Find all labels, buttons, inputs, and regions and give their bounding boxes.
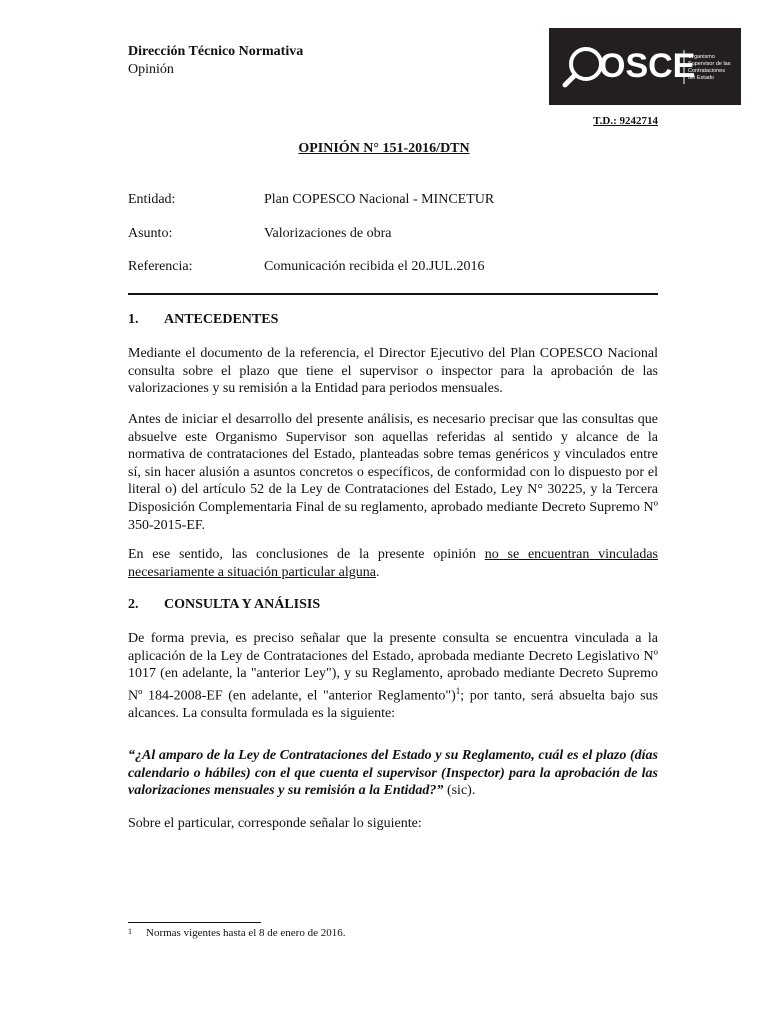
section-title: CONSULTA Y ANÁLISIS: [164, 597, 321, 612]
magnifier-icon: [565, 49, 601, 85]
underlined-text: no se encuentran vinculadas necesariamente a situación particular alguna: [128, 547, 658, 580]
document-number: T.D.: 9242714: [593, 115, 658, 127]
header-divider: [128, 293, 658, 295]
footnote: [128, 927, 345, 939]
paragraph-antecedentes-1: Mediante el documento de la referencia, el Director Ejecutivo del Plan COPESCO Nacional consulta sobre el plazo que tiene el supervisor o inspector para la aprobación de las valorizaciones y su remisión a la Entidad para periodos mensuales.: [128, 346, 658, 397]
logo-tagline-line: Supervisor de las: [688, 61, 731, 67]
section-heading-consulta: [128, 597, 320, 613]
section-number: 2.: [128, 597, 139, 612]
logo-tagline-line: del Estado: [688, 75, 714, 81]
paragraph-antecedentes-3: En ese sentido, las conclusiones de la presente opinión no se encuentran vinculadas necesariamente a situación particular alguna.: [128, 547, 658, 580]
logo-tagline-line: Organismo: [688, 54, 715, 60]
meta-value-referencia: Comunicación recibida el 20.JUL.2016: [264, 259, 485, 274]
meta-value-asunto: Valorizaciones de obra: [264, 226, 392, 241]
opinion-title: OPINIÓN N° 151-2016/DTN: [298, 141, 470, 156]
logo-tagline-line: Contrataciones: [688, 68, 725, 74]
paragraph-antecedentes-2: Antes de iniciar el desarrollo del presente análisis, es necesario precisar que las consultas que absuelve este Organismo Supervisor son aquellas referidas al sentido y alcance de la normativa de contrataciones del Estado, planteadas sobre temas genéricos y vinculados entre sí, sin hacer alusión a asuntos concretos o específicos, de conformidad con lo dispuesto por el literal o) del artículo 52 de la Ley de Contrataciones del Estado, Ley N° 30225, y la Tercera Disposición Complementaria Final de su reglamento, aprobado mediante Decreto Supremo Nº 350-2015-EF.: [128, 412, 658, 533]
osce-logo: [549, 28, 741, 105]
footnote-mark: 1: [128, 927, 132, 936]
section-heading-antecedentes: [128, 312, 278, 328]
section-number: 1.: [128, 312, 139, 327]
section-title: ANTECEDENTES: [164, 312, 279, 327]
meta-label-asunto: Asunto:: [128, 226, 173, 241]
logo-brand: OSCE: [599, 47, 696, 85]
footnote-divider: [128, 922, 261, 923]
paragraph-consulta-2: Sobre el particular, corresponde señalar lo siguiente:: [128, 816, 422, 831]
header-subtitle: Opinión: [128, 62, 174, 77]
footnote-reference: 1: [455, 685, 461, 696]
meta-label-entidad: Entidad:: [128, 192, 176, 207]
header-title: Dirección Técnico Normativa: [128, 44, 304, 59]
paragraph-consulta-1: De forma previa, es preciso señalar que la presente consulta se encuentra vinculada a la aplicación de la Ley de Contrataciones del Estado, aprobada mediante Decreto Legislativo Nº 1017 (en adelante, la "anterior Ley"), y su Reglamento, aprobado mediante Decreto Supremo Nº 184-2008-EF (en adelante, el "anterior Reglamento")$^1$; por tanto, será absuelta bajo sus alcances. La consulta formulada es la siguiente:: [128, 631, 659, 722]
meta-value-entidad: Plan COPESCO Nacional - MINCETUR: [264, 192, 495, 207]
consulta-quote: “¿Al amparo de la Ley de Contrataciones del Estado y su Reglamento, cuál es el plazo (días calendario o hábiles) con el que cuenta el supervisor (Inspector) para la aprobación de las valorizaciones mensuales y su remisión a la Entidad?” (sic).: [128, 748, 658, 799]
footnote-text: Normas vigentes hasta el 8 de enero de 2016.: [146, 927, 346, 939]
meta-label-referencia: Referencia:: [128, 259, 193, 274]
